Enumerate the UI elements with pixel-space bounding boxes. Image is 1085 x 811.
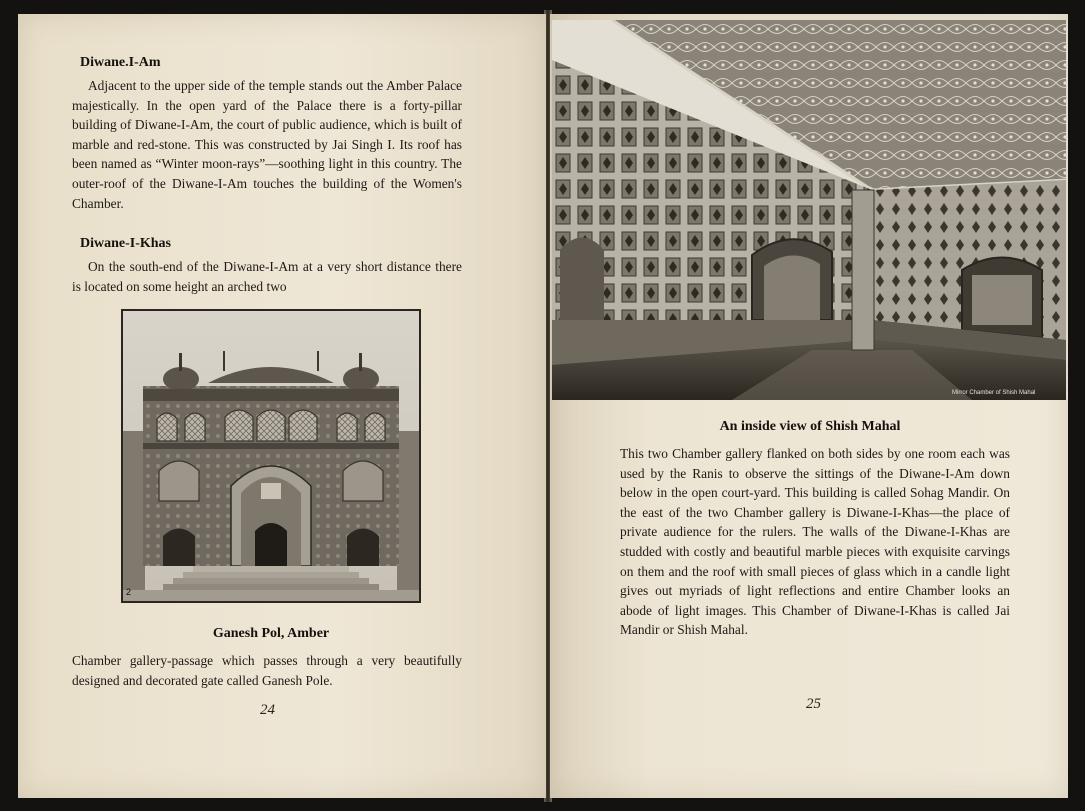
shish-mahal-caption: An inside view of Shish Mahal: [719, 419, 901, 434]
paragraph-diwane-i-khas: On the south-end of the Diwane-I-Am at a very short distance there is located on some height an arched two: [72, 259, 462, 294]
photo-credit: Mirror Chamber of Shish Mahal: [952, 390, 1036, 396]
ganesh-pol-illustration: [123, 311, 419, 601]
heading-diwane-i-am: Diwane.I-Am: [80, 55, 161, 70]
paragraph-diwane-i-am: Adjacent to the upper side of the temple stands out the Amber Palace majestically. In the open yard of the Palace there is a forty-pillar building of Diwane-I-Am, the court of public audience, which is built of marble and red-stone. This was constructed by Jai Singh I. Its roof has been named as “Winter moon-rays”—soothing light in this country. The outer-roof of the Diwane-I-Am touches the building of the Women's Chamber.: [72, 78, 462, 211]
right-page: [550, 14, 1068, 798]
page-number-left: 24: [260, 702, 275, 718]
shish-mahal-photo: [552, 20, 1066, 400]
plate-number: 2: [126, 587, 132, 597]
heading-diwane-i-khas: Diwane-I-Khas: [80, 236, 172, 251]
ganesh-pol-photo: [121, 309, 421, 603]
shish-mahal-illustration: [552, 20, 1066, 400]
left-page: [18, 14, 546, 798]
paragraph-ganesh-pole: Chamber gallery-passage which passes through a very beautifully designed and decorated gate called Ganesh Pole.: [72, 653, 462, 688]
paragraph-shish-mahal: This two Chamber gallery flanked on both sides by one room each was used by the Ranis to observe the sittings of the Diwane-I-Am down below in the open court-yard. This building is called Sohag Mandir. On the east of the two Chamber gallery is Diwane-I-Khas—the place of private audience for the rulers. The walls of the Diwane-I-Khas are studded with costly and beautiful marble pieces with exquisite carvings on them and the roof with small pieces of glass which in a candle light gives out myriads of light reflections and entire Chamber looks an abode of light images. This Chamber of Diwane-I-Khas is called Jai Mandir or Shish Mahal.: [620, 446, 1010, 638]
page-number-right: 25: [806, 696, 821, 712]
ganesh-pol-caption: Ganesh Pol, Amber: [212, 626, 330, 641]
